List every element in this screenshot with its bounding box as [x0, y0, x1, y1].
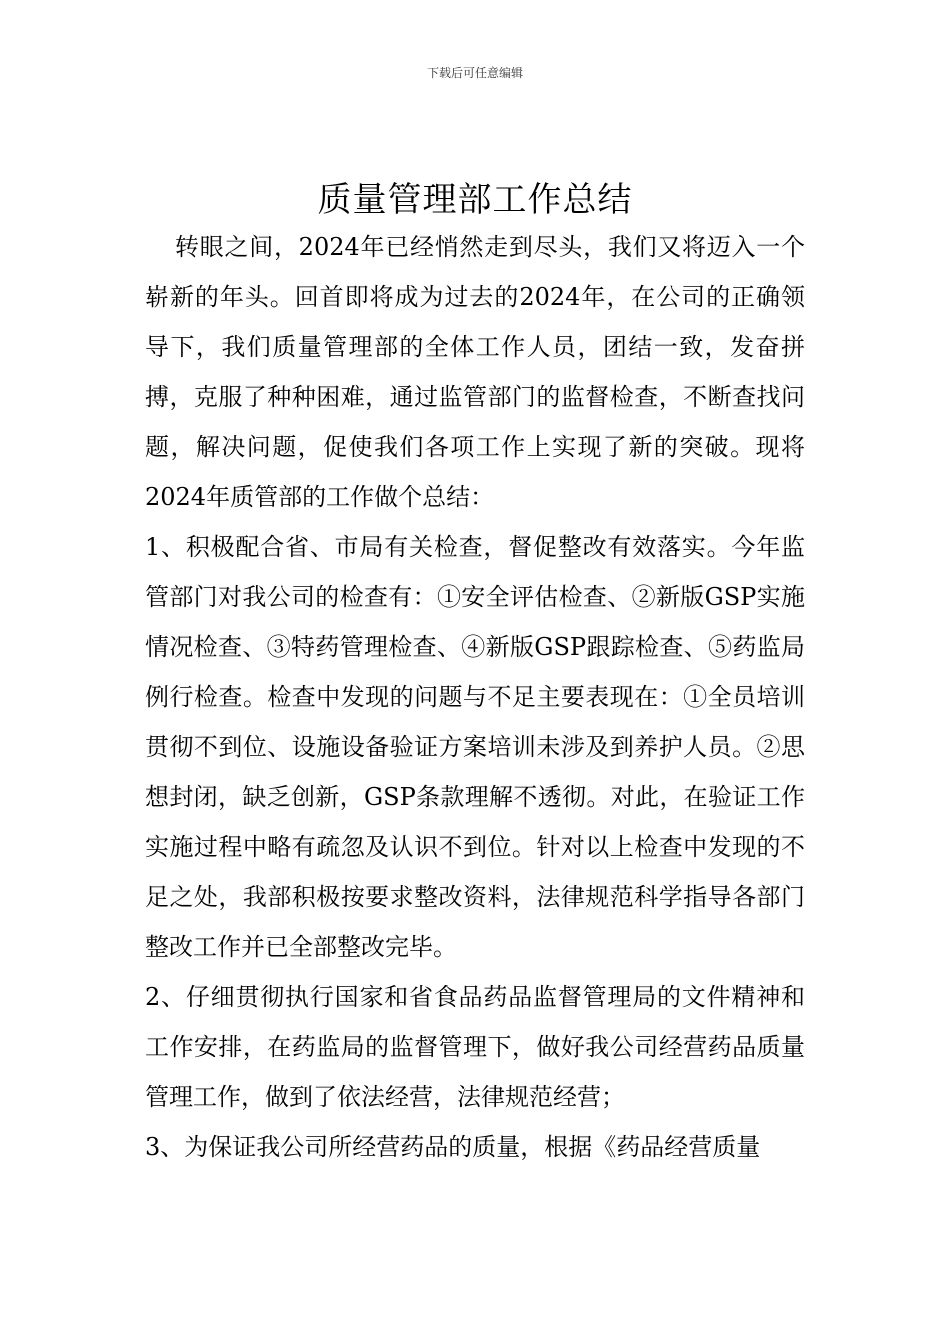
- header-note: 下载后可任意编辑: [426, 66, 523, 80]
- paragraph-intro: 转眼之间，2024年已经悄然走到尽头，我们又将迈入一个崭新的年头。回首即将成为过去的2024年，在公司的正确领导下，我们质量管理部的全体工作人员，团结一致，发奋拼搏，克服了种种困难，通过监管部门的监督检查，不断查找问题，解决问题，促使我们各项工作上实现了新的突破。现将2024年质管部的工作做个总结：: [145, 233, 805, 511]
- document-body: [145, 222, 805, 1172]
- paragraph-item-3: 3、为保证我公司所经营药品的质量，根据《药品经营质量: [145, 1133, 761, 1161]
- paragraph-item-1: 1、积极配合省、市局有关检查，督促整改有效落实。今年监管部门对我公司的检查有：①安全评估检查、②新版GSP实施情况检查、③特药管理检查、④新版GSP跟踪检查、⑤药监局例行检查。检查中发现的问题与不足主要表现在：①全员培训贯彻不到位、设施设备验证方案培训未涉及到养护人员。②思想封闭，缺乏创新，GSP条款理解不透彻。对此，在验证工作实施过程中略有疏忽及认识不到位。针对以上检查中发现的不足之处，我部积极按要求整改资料，法律规范科学指导各部门整改工作并已全部整改完毕。: [145, 533, 805, 961]
- document-title: 质量管理部工作总结: [317, 180, 633, 220]
- paragraph-item-2: 2、仔细贯彻执行国家和省食品药品监督管理局的文件精神和工作安排，在药监局的监督管理下，做好我公司经营药品质量管理工作，做到了依法经营，法律规范经营；: [145, 983, 805, 1111]
